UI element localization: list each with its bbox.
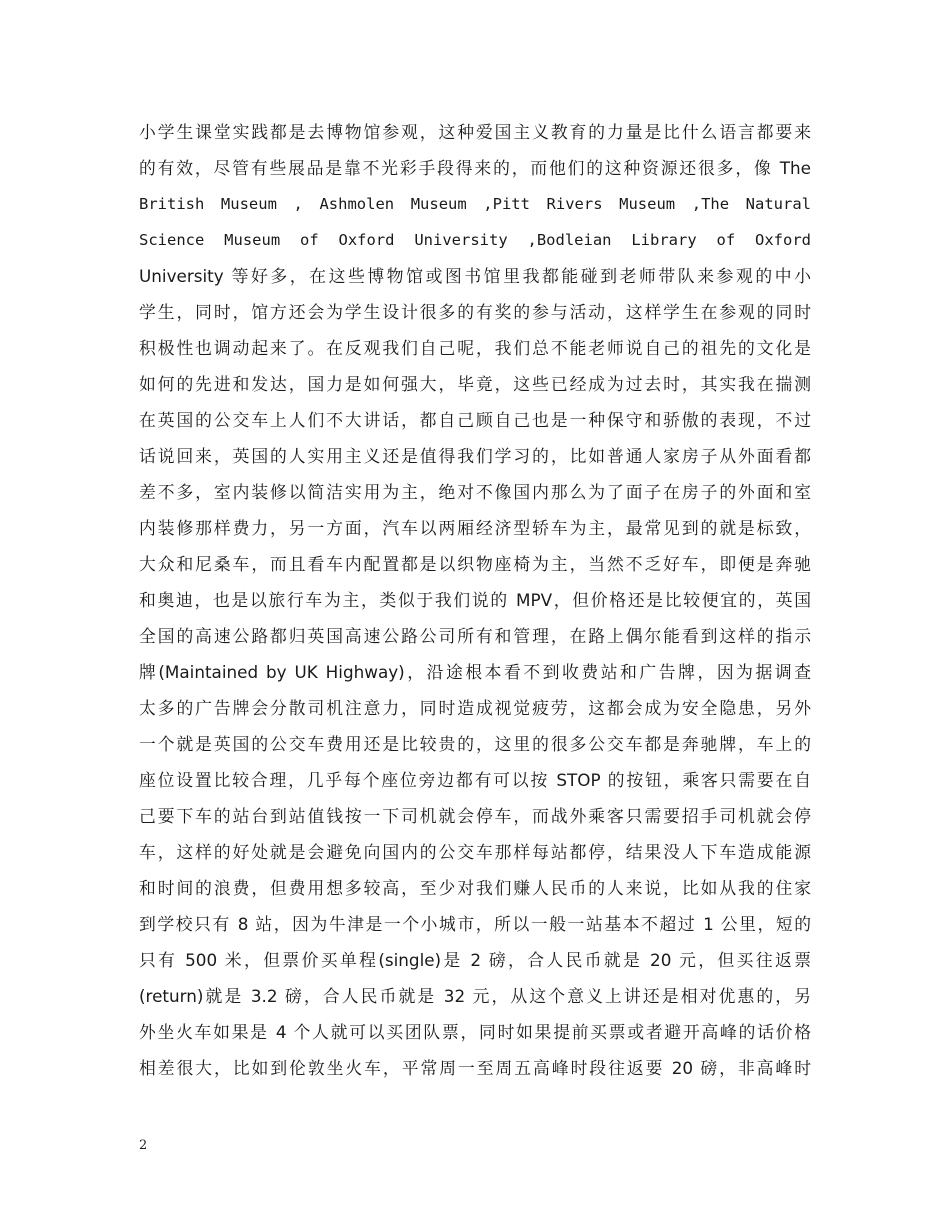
text-line: 和奥迪，也是以旅行车为主，类似于我们说的 MPV，但价格还是比较便宜的，英国 bbox=[139, 590, 811, 610]
text-line: British Museum , Ashmolen Museum ,Pitt Rivers Museum ,The Natural bbox=[139, 195, 811, 213]
text-line: 差不多，室内装修以简洁实用为主，绝对不像国内那么为了面子在房子的外面和室 bbox=[139, 482, 811, 502]
text-line: 话说回来，英国的人实用主义还是值得我们学习的，比如普通人家房子从外面看都 bbox=[139, 446, 811, 466]
text-line: 的有效，尽管有些展品是靠不光彩手段得来的，而他们的这种资源还很多，像 The bbox=[139, 158, 811, 178]
page-number: 2 bbox=[139, 1138, 148, 1153]
text-line: 小学生课堂实践都是去博物馆参观，这种爱国主义教育的力量是比什么语言都要来 bbox=[139, 122, 811, 142]
text-line: 只有 500 米，但票价买单程(single)是 2 磅，合人民币就是 20 元，但买往返票 bbox=[139, 950, 811, 970]
text-line: 一个就是英国的公交车费用还是比较贵的，这里的很多公交车都是奔驰牌，车上的 bbox=[139, 734, 811, 754]
text-line: 车，这样的好处就是会避免向国内的公交车那样每站都停，结果没人下车造成能源 bbox=[139, 842, 811, 862]
text-line: 太多的广告牌会分散司机注意力，同时造成视觉疲劳，这都会成为安全隐患，另外 bbox=[139, 698, 811, 718]
text-line: Science Museum of Oxford University ,Bodleian Library of Oxford bbox=[139, 231, 811, 249]
text-line: 己要下车的站台到站值钱按一下司机就会停车，而战外乘客只需要招手司机就会停 bbox=[139, 806, 811, 826]
text-line: 内装修那样费力，另一方面，汽车以两厢经济型轿车为主，最常见到的就是标致， bbox=[139, 518, 811, 538]
text-line: 相差很大，比如到伦敦坐火车，平常周一至周五高峰时段往返要 20 磅，非高峰时 bbox=[139, 1058, 811, 1078]
body-text bbox=[139, 114, 811, 1086]
text-line: 全国的高速公路都归英国高速公路公司所有和管理，在路上偶尔能看到这样的指示 bbox=[139, 626, 811, 646]
text-line: 大众和尼桑车，而且看车内配置都是以织物座椅为主，当然不乏好车，即便是奔驰 bbox=[139, 554, 811, 574]
text-line: 和时间的浪费，但费用想多较高，至少对我们赚人民币的人来说，比如从我的住家 bbox=[139, 878, 811, 898]
text-line: (return)就是 3.2 磅，合人民币就是 32 元，从这个意义上讲还是相对优惠的，另 bbox=[139, 986, 811, 1006]
text-line: 学生，同时，馆方还会为学生设计很多的有奖的参与活动，这样学生在参观的同时 bbox=[139, 302, 811, 322]
text-line: University 等好多，在这些博物馆或图书馆里我都能碰到老师带队来参观的中小 bbox=[139, 266, 811, 286]
text-line: 如何的先进和发达，国力是如何强大，毕竟，这些已经成为过去时，其实我在揣测 bbox=[139, 374, 811, 394]
text-line: 牌(Maintained by UK Highway)，沿途根本看不到收费站和广告牌，因为据调查 bbox=[139, 662, 811, 682]
text-line: 到学校只有 8 站，因为牛津是一个小城市，所以一般一站基本不超过 1 公里，短的 bbox=[139, 914, 811, 934]
text-line: 外坐火车如果是 4 个人就可以买团队票，同时如果提前买票或者避开高峰的话价格 bbox=[139, 1022, 811, 1042]
text-line: 在英国的公交车上人们不大讲话，都自己顾自己也是一种保守和骄傲的表现，不过 bbox=[139, 410, 811, 430]
text-line: 座位设置比较合理，几乎每个座位旁边都有可以按 STOP 的按钮，乘客只需要在自 bbox=[139, 770, 811, 790]
text-line: 积极性也调动起来了。在反观我们自己呢，我们总不能老师说自己的祖先的文化是 bbox=[139, 338, 811, 358]
